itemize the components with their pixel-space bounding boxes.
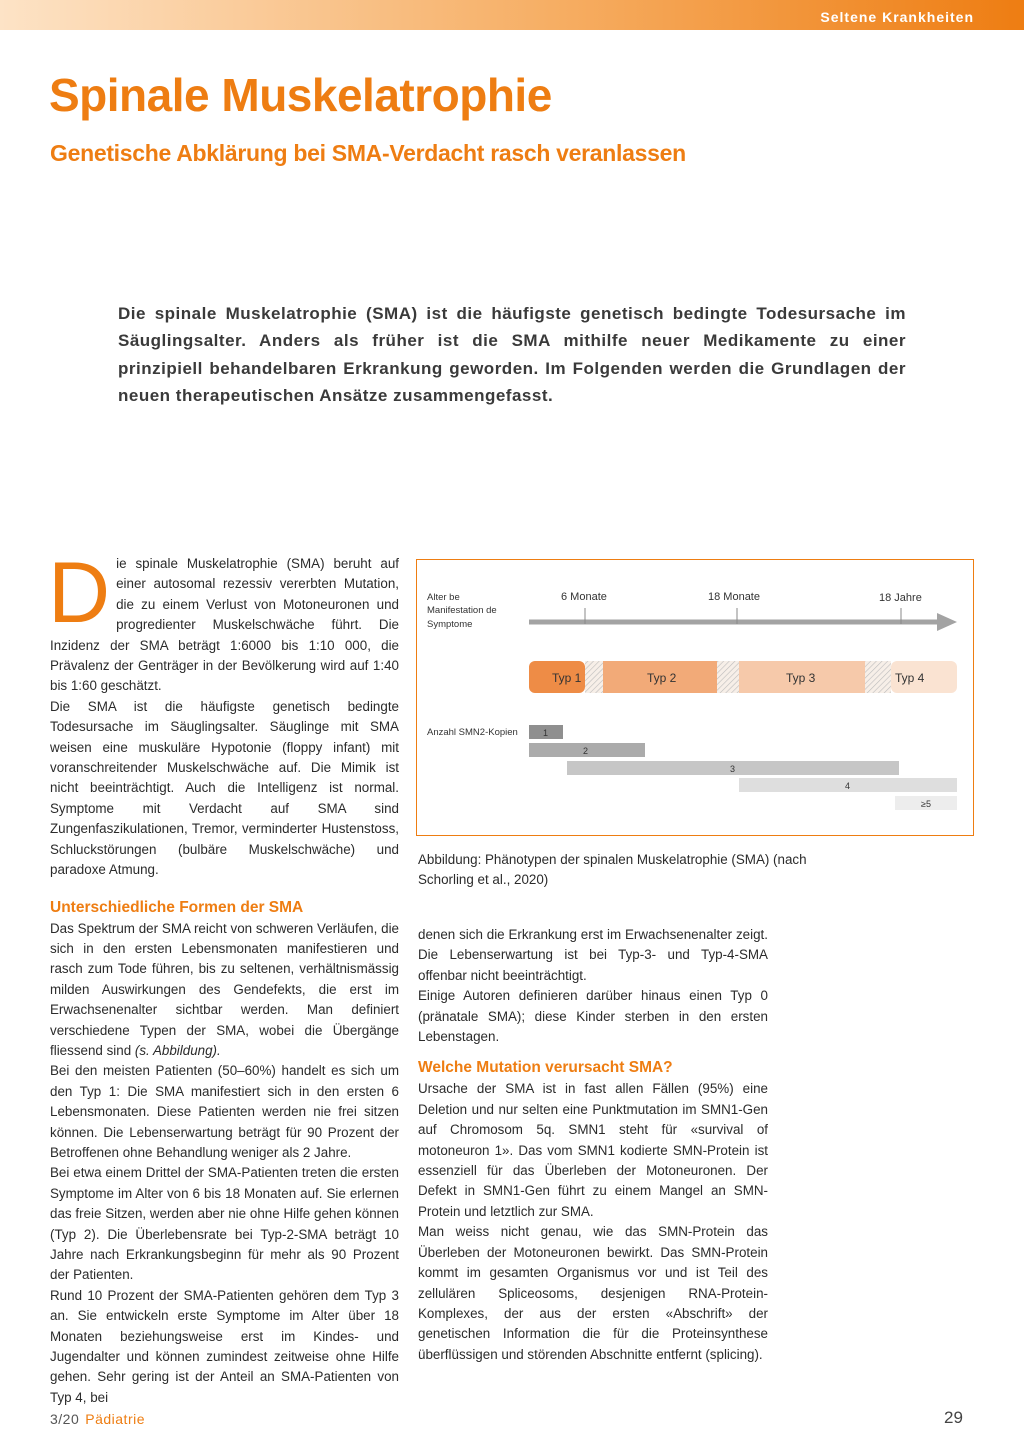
transition-hatch bbox=[585, 661, 603, 693]
footer-issue bbox=[50, 1411, 145, 1427]
column-right bbox=[418, 925, 768, 1365]
axis-label-line: Symptome bbox=[427, 619, 473, 630]
transition-hatch bbox=[717, 661, 739, 693]
paragraph: Ursache der SMA ist in fast allen Fällen (95%) eine Deletion und nur selten eine Punktmutation im SMN1-Gen auf Chromosom 5q. SMN1 steht für «survival of motoneuron 1». Das vom SMN1 kodierte SMN-Protein ist essenziell für das Überleben der Motoneuronen. Der Defekt in SMN1-Gen führt zu einem Mangel an SMN-Protein und letztlich zur SMA. bbox=[418, 1081, 768, 1219]
paragraph: Man weiss nicht genau, wie das SMN-Protein das Überleben der Motoneuronen bewirkt. Das SMN-Protein kommt im gesamten Organismus vor und ist Teil des zellulären Spliceosoms, desjenigen RNA-Protein-Komplexes, der aus der ersten «Abschrift» der genetischen Information die für die Proteinsynthese überflüssigen und störenden Abschnitte entfernt (splicing). bbox=[418, 1224, 768, 1362]
page-number: 29 bbox=[944, 1408, 963, 1427]
tick-label: 18 Monate bbox=[708, 591, 760, 603]
copies-value: 2 bbox=[583, 746, 589, 756]
paragraph: ie spinale Muskelatrophie (SMA) beruht auf einer autosomal rezessiv vererbten Mutation, die zu einem Verlust von Motoneuronen und progredienter Muskelschwäche führt. Die Inzidenz der SMA beträgt 1:6000 bis 1:10 000, die Prävalenz der Genträger in der Bevölkerung wird auf 1:40 bis 1:60 geschätzt. bbox=[50, 556, 399, 694]
magazine-name: Pädiatrie bbox=[85, 1411, 146, 1427]
header-bar bbox=[0, 0, 1024, 30]
tick-label: 18 Jahre bbox=[879, 592, 922, 604]
time-axis-arrowhead bbox=[937, 613, 957, 631]
figure-reference: (s. Abbildung). bbox=[134, 1042, 221, 1058]
article-title: Spinale Muskelatrophie bbox=[49, 69, 552, 121]
issue-number: 3/20 bbox=[50, 1411, 80, 1427]
type-label: Typ 4 bbox=[895, 671, 925, 685]
copies-value: 1 bbox=[543, 728, 549, 738]
transition-hatch bbox=[865, 661, 891, 693]
section-label: Seltene Krankheiten bbox=[820, 9, 974, 25]
paragraph: Bei etwa einem Drittel der SMA-Patienten treten die ersten Symptome im Alter von 6 bis 18 Monaten auf. Sie erlernen das freie Sitzen, werden aber nie ohne Hilfe gehen können (Typ 2). Die Überlebensrate bei Typ-2-SMA beträgt 10 Jahre nach Erkrankungsbeginn für mehr als 90 Prozent der Patienten. bbox=[50, 1165, 399, 1283]
copies-value: ≥5 bbox=[921, 799, 931, 809]
paragraph: Die SMA ist die häufigste genetisch bedingte Todesursache im Säuglingsalter. Säuglinge mit SMA weisen eine muskuläre Hypotonie (floppy infant) mit voranschreitender Muskelschwäche auf. Die Mimik ist nicht beeinträchtigt. Auch die Intelligenz ist normal. Symptome mit Verdacht auf SMA sind Zungenfaszikulationen, Tremor, verminderter Hustenstoss, Schluckstörungen (bulbäre Muskelschwäche) und paradoxe Atmung. bbox=[50, 698, 399, 878]
paragraph bbox=[50, 919, 399, 1062]
sma-phenotype-diagram bbox=[417, 560, 973, 835]
type-label: Typ 2 bbox=[647, 671, 677, 685]
paragraph: Rund 10 Prozent der SMA-Patienten gehören dem Typ 3 an. Sie entwickeln erste Symptome im Alter über 18 Monaten beziehungsweise erst im Kindes- und Jugendalter und können zumindest zeitweise ohne Hilfe gehen. Sehr gering ist der Anteil an SMA-Patienten von Typ 4, bei bbox=[50, 1287, 399, 1405]
article-subtitle: Genetische Abklärung bei SMA-Verdacht rasch veranlassen bbox=[50, 140, 686, 166]
type-label: Typ 1 bbox=[552, 671, 582, 685]
lead-paragraph: Die spinale Muskelatrophie (SMA) ist die häufigste genetisch bedingte Todesursache im Säuglingsalter. Anders als früher ist die SMA mithilfe neuer Medikamente zu einer prinzipiell behandelbaren Erkrankung geworden. Im Folgenden werden die Grundlagen der neuen therapeutischen Ansätze zusammengefasst. bbox=[118, 304, 906, 406]
axis-label-line: Alter be bbox=[427, 592, 460, 603]
section-heading: Unterschiedliche Formen der SMA bbox=[50, 898, 304, 916]
paragraph: denen sich die Erkrankung erst im Erwachsenenalter zeigt. Die Lebenserwartung ist bei Typ-3- und Typ-4-SMA offenbar nicht beeinträchtigt. bbox=[418, 927, 768, 983]
paragraph-text: Das Spektrum der SMA reicht von schweren Verläufen, die sich in den ersten Lebensmonaten manifestieren und rasch zum Tode führen, bis zu seltenen, verhältnismässig milden Auswirkungen des Gendefekts, die erst im Erwachsenenalter sichtbar werden. Man definiert verschiedene Typen der SMA, wobei die Übergänge fliessend sind bbox=[50, 920, 399, 1058]
figure-box bbox=[416, 559, 974, 836]
tick-label: 6 Monate bbox=[561, 591, 607, 603]
section-heading: Welche Mutation verursacht SMA? bbox=[418, 1059, 673, 1077]
type-label: Typ 3 bbox=[786, 671, 816, 685]
column-left bbox=[48, 545, 399, 1408]
drop-cap: D bbox=[48, 545, 111, 641]
copies-label: Anzahl SMN2-Kopien bbox=[427, 727, 518, 738]
paragraph: Bei den meisten Patienten (50–60%) handelt es sich um den Typ 1: Die SMA manifestiert sich in den ersten 6 Lebensmonaten. Diese Patienten werden nie frei sitzen können. Die Lebenserwartung beträgt für 90 Prozent der Betroffenen ohne Behandlung weniger als 2 Jahre. bbox=[50, 1063, 399, 1160]
copies-value: 3 bbox=[730, 764, 736, 774]
axis-label-line: Manifestation de bbox=[427, 605, 497, 616]
copies-value: 4 bbox=[845, 781, 851, 791]
paragraph: Einige Autoren definieren darüber hinaus einen Typ 0 (pränatale SMA); diese Kinder sterben in den ersten Lebenstagen. bbox=[418, 988, 768, 1045]
figure-caption: Abbildung: Phänotypen der spinalen Muskelatrophie (SMA) (nach Schorling et al., 2020) bbox=[418, 852, 807, 888]
